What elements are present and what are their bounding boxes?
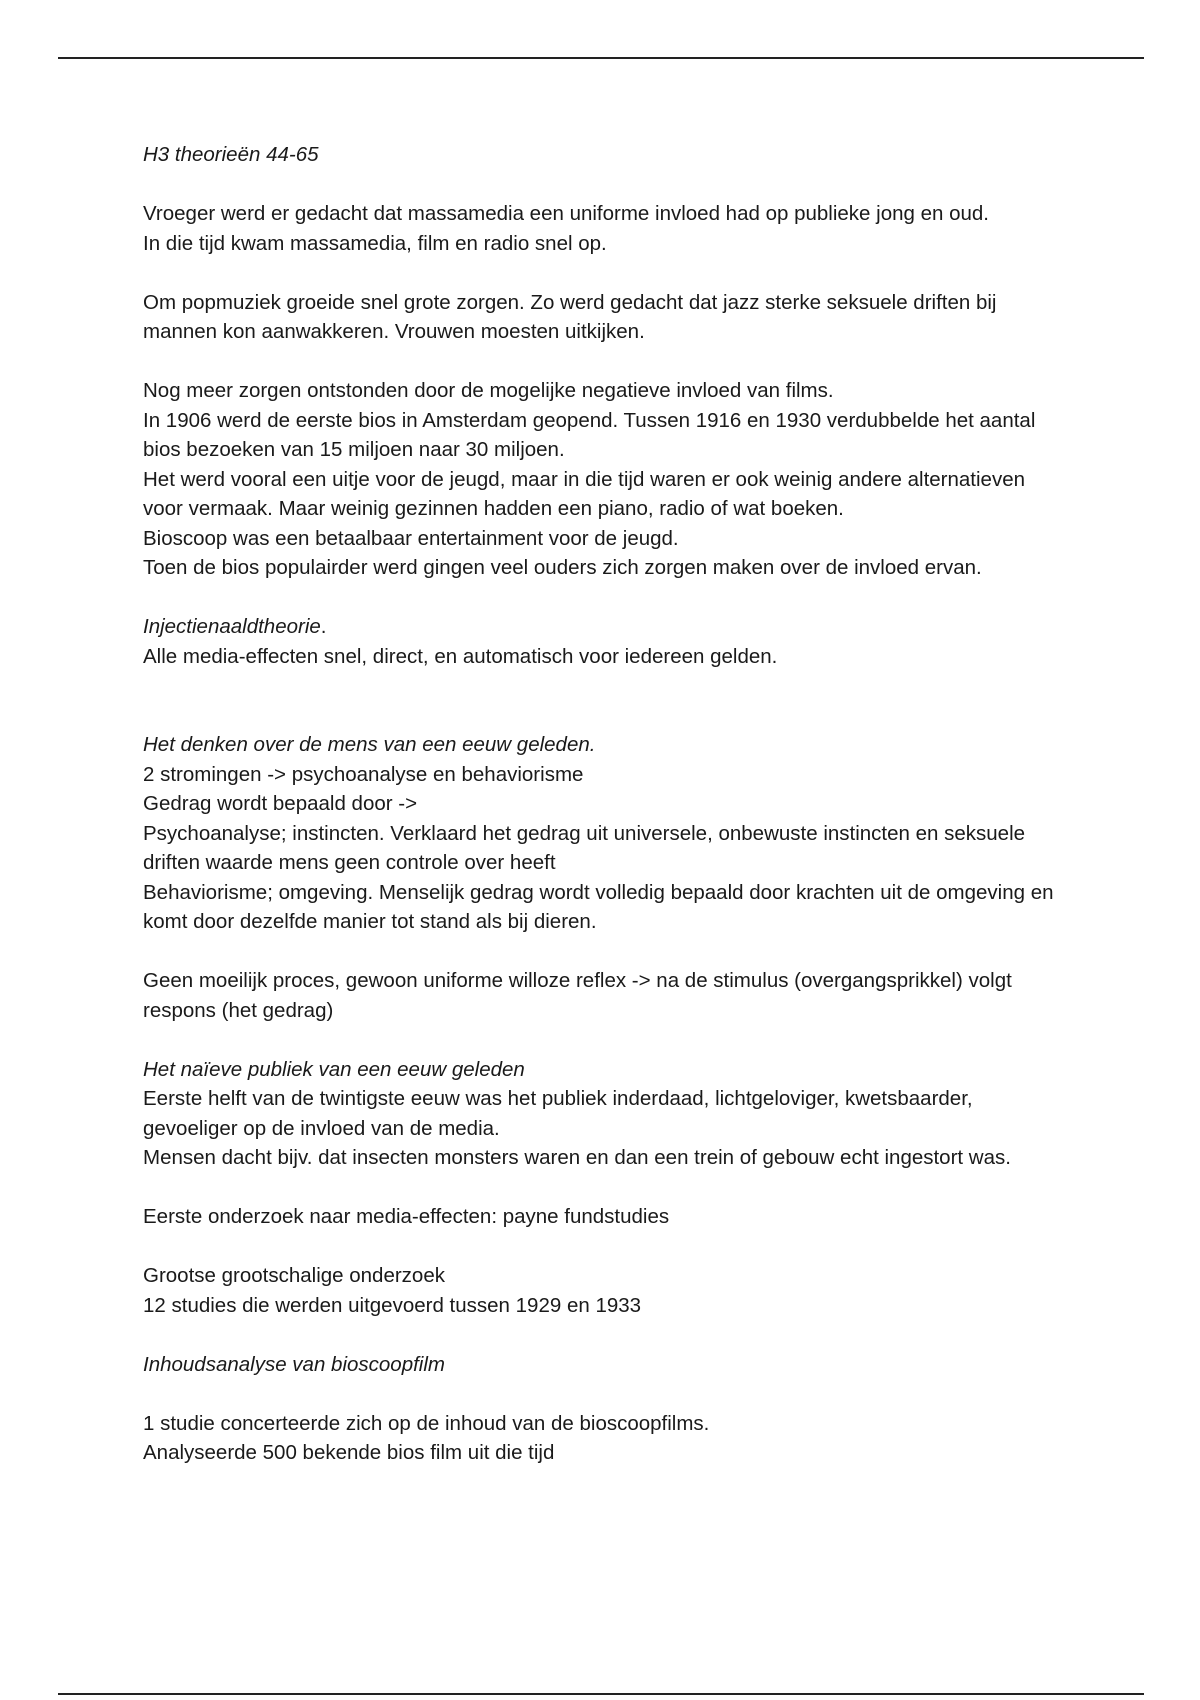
section-heading-naive: Het naïeve publiek van een eeuw geleden — [143, 1057, 525, 1081]
paragraph: Eerste onderzoek naar media-effecten: payne fundstudies — [143, 1205, 670, 1228]
paragraph: Grootse grootschalige onderzoek — [143, 1264, 445, 1287]
section-heading-thinking: Het denken over de mens van een eeuw geleden. — [143, 733, 596, 756]
paragraph: Eerste helft van de twintigste eeuw was het publiek inderdaad, lichtgeloviger, kwetsbaarder, gevoeliger op de invloed van de media. — [143, 1087, 973, 1140]
paragraph: Gedrag wordt bepaald door -> — [143, 792, 418, 815]
bottom-rule — [58, 1693, 1144, 1695]
paragraph: Mensen dacht bijv. dat insecten monsters waren en dan een trein of gebouw echt ingestort was. — [143, 1146, 1011, 1169]
section-heading-content: Inhoudsanalyse van bioscoopfilm — [143, 1352, 445, 1376]
paragraph: Analyseerde 500 bekende bios film uit die tijd — [143, 1441, 555, 1464]
paragraph: 12 studies die werden uitgevoerd tussen 1929 en 1933 — [143, 1293, 642, 1317]
paragraph: Bioscoop was een betaalbaar entertainment voor de jeugd. — [143, 526, 679, 550]
paragraph: Alle media-effecten snel, direct, en automatisch voor iedereen gelden. — [143, 644, 778, 668]
document-body — [143, 140, 1063, 1468]
paragraph: 1 studie concerteerde zich op de inhoud van de bioscoopfilms. — [143, 1411, 710, 1435]
paragraph: Toen de bios populairder werd gingen veel ouders zich zorgen maken over de invloed ervan. — [143, 556, 982, 579]
paragraph: Het werd vooral een uitje voor de jeugd, maar in die tijd waren er ook weinig andere alternatieven voor vermaak. Maar weinig gezinnen hadden een piano, radio of wat boeken. — [143, 467, 1026, 520]
paragraph: Vroeger werd er gedacht dat massamedia een uniforme invloed had op publieke jong en oud. — [143, 202, 989, 225]
paragraph: Geen moeilijk proces, gewoon uniforme willoze reflex -> na de stimulus (overgangsprikkel) volgt respons (het gedrag) — [143, 969, 1012, 1022]
document-heading: H3 theorieën 44-65 — [143, 143, 319, 166]
paragraph: Behaviorisme; omgeving. Menselijk gedrag wordt volledig bepaald door krachten uit de omgeving en komt door dezelfde manier tot stand als bij dieren. — [143, 880, 1054, 933]
paragraph: Psychoanalyse; instincten. Verklaard het gedrag uit universele, onbewuste instincten en seksuele driften waarde mens geen controle over heeft — [143, 821, 1026, 874]
paragraph: Om popmuziek groeide snel grote zorgen. Zo werd gedacht dat jazz sterke seksuele driften bij mannen kon aanwakkeren. Vrouwen moesten uitkijken. — [143, 290, 997, 343]
paragraph: In die tijd kwam massamedia, film en radio snel op. — [143, 231, 607, 255]
paragraph: Nog meer zorgen ontstonden door de mogelijke negatieve invloed van films. — [143, 379, 834, 402]
top-rule — [58, 57, 1144, 59]
section-heading-injection: Injectienaaldtheorie. — [143, 615, 327, 638]
paragraph: 2 stromingen -> psychoanalyse en behaviorisme — [143, 762, 584, 786]
paragraph: In 1906 werd de eerste bios in Amsterdam geopend. Tussen 1916 en 1930 verdubbelde het aantal bios bezoeken van 15 miljoen naar 30 miljoen. — [143, 408, 1036, 461]
